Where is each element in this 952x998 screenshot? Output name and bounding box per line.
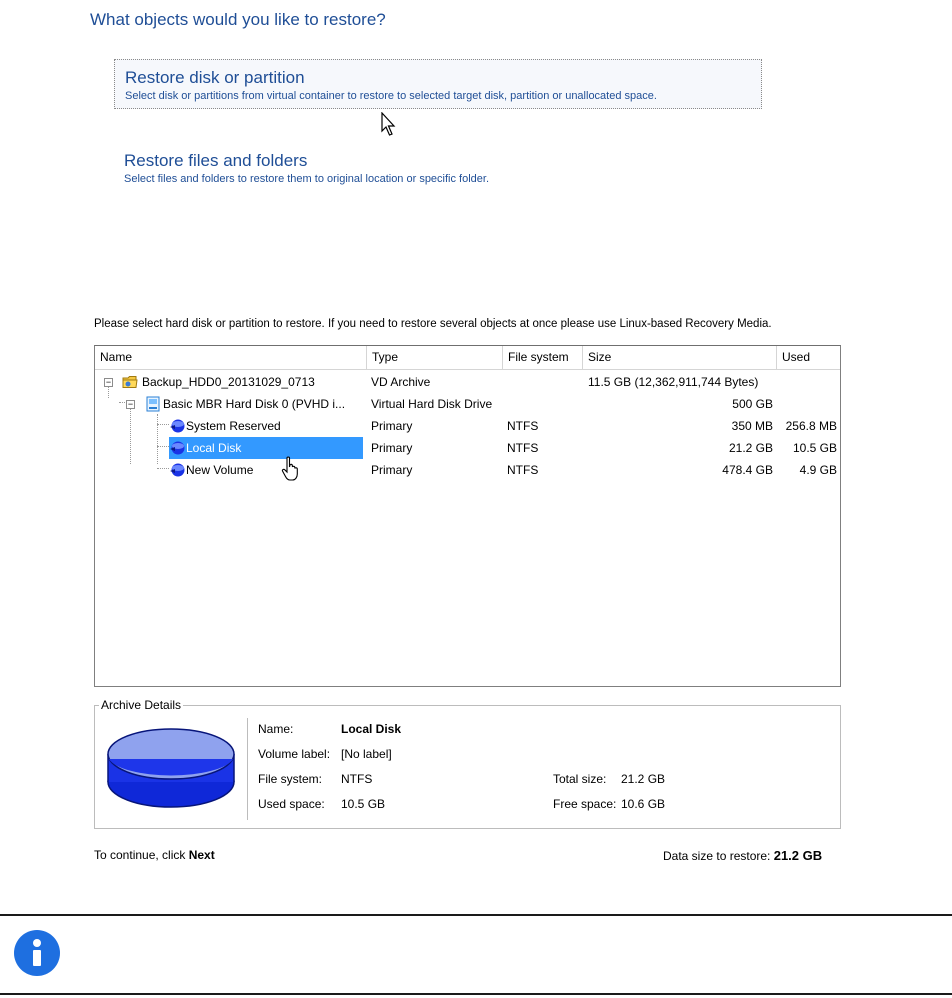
column-header-type[interactable]: Type [367,346,503,369]
data-size-summary [663,848,822,863]
row-type: Primary [371,463,413,477]
column-header-used[interactable]: Used [777,346,841,369]
partition-icon [169,440,185,456]
row-name: System Reserved [186,419,281,433]
option-restore-files[interactable] [114,143,762,191]
partition-icon [169,462,185,478]
row-size: 350 MB [731,419,773,433]
partition-tree[interactable] [94,345,841,687]
column-header-name[interactable]: Name [95,346,367,369]
row-filesystem: NTFS [507,463,539,477]
option-title: Restore files and folders [124,151,308,170]
tree-row[interactable] [95,371,840,393]
volume-label-value: [No label] [341,747,392,761]
row-used: 256.8 MB [785,419,837,433]
instruction-text: Please select hard disk or partition to restore. If you need to restore several objects at once please use Linux-based Recovery Media. [94,318,772,330]
tree-row[interactable] [95,415,840,437]
mouse-pointer-icon [381,112,401,138]
row-type: Primary [371,419,413,433]
row-type: Virtual Hard Disk Drive [371,397,493,411]
column-header-filesystem[interactable]: File system [503,346,583,369]
archive-details-legend: Archive Details [101,698,182,712]
archive-details-panel [94,698,841,829]
column-header-size[interactable]: Size [583,346,777,369]
disk-platter-icon [105,724,237,810]
row-type: VD Archive [371,375,431,389]
option-description: Select disk or partitions from virtual container to restore to selected target disk, partition or unallocated space. [125,90,657,102]
row-size: 478.4 GB [722,463,773,477]
row-filesystem: NTFS [507,441,539,455]
page-question: What objects would you like to restore? [90,10,386,29]
option-description: Select files and folders to restore them to original location or specific folder. [124,173,490,185]
row-used: 10.5 GB [792,441,837,455]
continue-hint [94,848,215,862]
free-space-label: Free space: [553,797,617,811]
folder-icon [122,375,138,389]
partition-icon [169,418,185,434]
info-icon [14,930,60,976]
used-space-label: Used space: [258,797,325,811]
row-filesystem: NTFS [507,419,539,433]
row-name: Local Disk [186,441,242,455]
row-name: Backup_HDD0_20131029_0713 [142,375,315,389]
hard-disk-icon [146,396,160,412]
continue-prefix: To continue, click [94,848,189,862]
note-divider-bottom [0,993,952,995]
row-size: 500 GB [732,397,773,411]
hand-cursor-icon [281,456,303,482]
tree-row[interactable] [95,459,840,481]
option-title: Restore disk or partition [125,68,305,87]
volume-label-label: Volume label: [258,747,331,761]
data-size-value: 21.2 GB [773,848,823,863]
next-keyword: Next [188,848,215,862]
row-name: New Volume [186,463,254,477]
total-size-value: 21.2 GB [621,772,666,786]
tree-row[interactable] [95,393,840,415]
free-space-value: 10.6 GB [621,797,666,811]
filesystem-label: File system: [258,772,323,786]
note-divider-top [0,914,952,916]
tree-row-selected[interactable] [95,437,840,459]
row-name: Basic MBR Hard Disk 0 (PVHD i... [163,397,346,411]
name-label: Name: [258,722,294,736]
option-restore-disk[interactable] [114,59,762,109]
name-value: Local Disk [341,722,402,736]
data-size-label: Data size to restore: [663,849,774,863]
row-type: Primary [371,441,413,455]
collapse-toggle-icon[interactable]: − [105,377,112,387]
row-size: 11.5 GB (12,362,911,744 Bytes) [588,375,759,389]
row-used: 4.9 GB [799,463,837,477]
filesystem-value: NTFS [341,772,373,786]
total-size-label: Total size: [553,772,607,786]
tree-header [95,346,840,370]
row-size: 21.2 GB [728,441,773,455]
collapse-toggle-icon[interactable]: − [127,399,134,409]
used-space-value: 10.5 GB [341,797,386,811]
